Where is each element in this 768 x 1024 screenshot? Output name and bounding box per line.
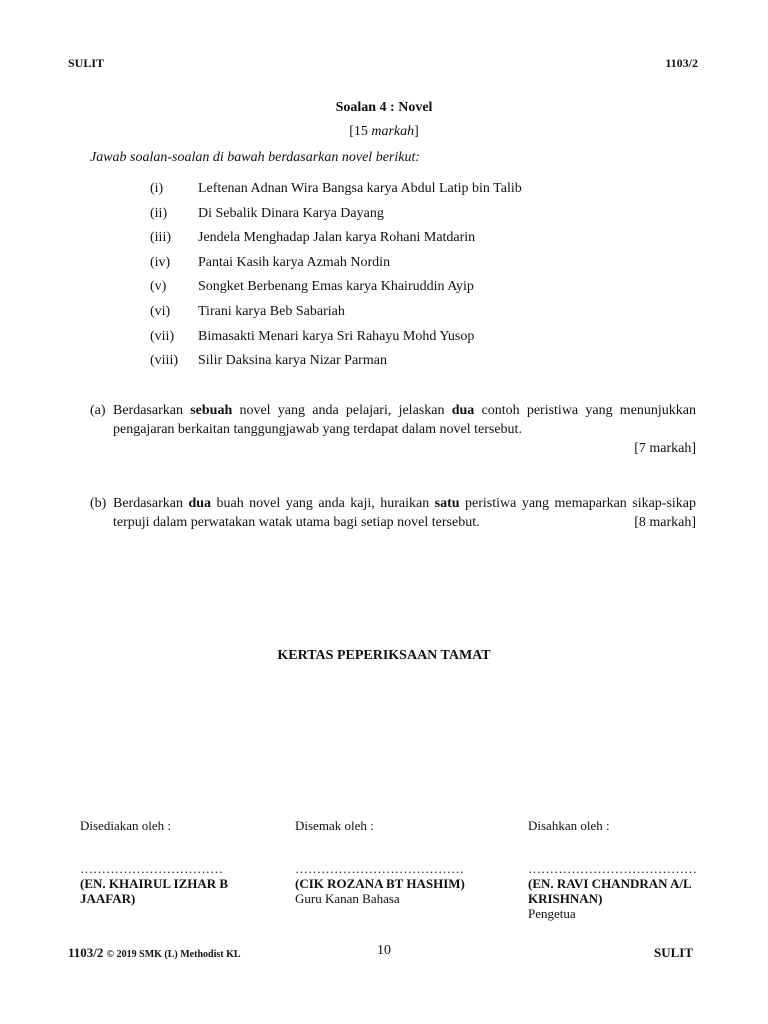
list-item bbox=[150, 254, 522, 279]
novel-title: Tirani karya Beb Sabariah bbox=[198, 303, 345, 319]
signature-role: Disahkan oleh : bbox=[528, 818, 610, 833]
emphasis: satu bbox=[434, 496, 460, 511]
part-text bbox=[113, 494, 696, 532]
novel-list bbox=[150, 180, 522, 377]
emphasis: dua bbox=[451, 403, 475, 418]
part-label: (b) bbox=[90, 496, 107, 511]
text-run: Berdasarkan bbox=[113, 496, 189, 511]
signature-line: ………………………………… bbox=[295, 861, 464, 876]
novel-title: Songket Berbenang Emas karya Khairuddin Ayip bbox=[198, 279, 474, 295]
list-number: (vii) bbox=[150, 328, 175, 344]
signature-prepared-by bbox=[80, 818, 270, 906]
novel-title: Silir Daksina karya Nizar Parman bbox=[198, 353, 387, 369]
text-run: novel yang anda pelajari, jelaskan bbox=[232, 403, 452, 418]
list-number: (v) bbox=[150, 279, 167, 295]
signature-line: ………………………………… bbox=[528, 861, 697, 876]
signature-role: Disemak oleh : bbox=[295, 818, 374, 833]
signature-line: …………………………… bbox=[80, 861, 223, 876]
question-title: Soalan 4 : Novel bbox=[335, 100, 433, 115]
novel-title: Pantai Kasih karya Azmah Nordin bbox=[198, 254, 391, 270]
footer-copyright: © 2019 SMK (L) Methodist KL bbox=[106, 949, 241, 960]
page-number: 10 bbox=[377, 943, 391, 958]
list-item bbox=[150, 229, 522, 254]
list-item bbox=[150, 328, 522, 353]
signature-name-cont: KRISHNAN) bbox=[528, 891, 603, 906]
novel-title: Jendela Menghadap Jalan karya Rohani Matdarin bbox=[198, 230, 476, 246]
signature-title: Guru Kanan Bahasa bbox=[295, 891, 400, 906]
marks-word: markah bbox=[371, 124, 415, 139]
marks-open: [15 bbox=[349, 124, 372, 139]
list-number: (vi) bbox=[150, 303, 171, 319]
part-marks: [7 markah] bbox=[634, 441, 696, 456]
question-marks bbox=[0, 124, 768, 140]
novel-title: Leftenan Adnan Wira Bangsa karya Abdul Latip bin Talib bbox=[198, 181, 522, 196]
question-instruction: Jawab soalan-soalan di bawah berdasarkan novel berikut: bbox=[90, 150, 421, 165]
list-number: (i) bbox=[150, 181, 164, 196]
footer-code: 1103/2 bbox=[68, 945, 104, 960]
footer-classification: SULIT bbox=[653, 945, 693, 960]
list-item bbox=[150, 205, 522, 230]
list-number: (ii) bbox=[150, 205, 168, 221]
signature-title: Pengetua bbox=[528, 906, 576, 921]
signature-role: Disediakan oleh : bbox=[80, 818, 171, 833]
question-part-a bbox=[90, 401, 696, 458]
signature-name: (EN. RAVI CHANDRAN A/L bbox=[528, 876, 692, 891]
novel-title: Di Sebalik Dinara Karya Dayang bbox=[198, 205, 384, 221]
question-part-b bbox=[90, 494, 696, 532]
signature-checked-by bbox=[295, 818, 505, 906]
header-paper-code: 1103/2 bbox=[665, 56, 698, 70]
part-text bbox=[113, 401, 696, 439]
marks-close: ] bbox=[414, 124, 419, 139]
signature-approved-by bbox=[528, 818, 728, 921]
list-number: (iv) bbox=[150, 254, 171, 270]
text-run: peristiwa yang memaparkan sikap-sikap terpuji dalam perwatakan watak utama bagi setiap novel tersebut. bbox=[113, 496, 697, 530]
list-item bbox=[150, 352, 522, 377]
signature-name: (EN. KHAIRUL IZHAR B bbox=[80, 876, 229, 891]
list-number: (iii) bbox=[150, 230, 171, 246]
part-label: (a) bbox=[90, 403, 106, 418]
signature-name-cont: JAAFAR) bbox=[80, 891, 136, 906]
header-classification: SULIT bbox=[68, 56, 105, 70]
list-item bbox=[150, 278, 522, 303]
signature-name: (CIK ROZANA BT HASHIM) bbox=[295, 876, 465, 891]
text-run: Berdasarkan bbox=[113, 403, 191, 418]
text-run: contoh peristiwa yang menunjukkan pengajaran berkaitan tanggungjawab yang terdapat dalam novel tersebut. bbox=[113, 403, 697, 437]
text-run: buah novel yang anda kaji, huraikan bbox=[211, 496, 435, 511]
end-of-paper-title: KERTAS PEPERIKSAAN TAMAT bbox=[277, 648, 491, 663]
emphasis: sebuah bbox=[190, 403, 233, 418]
novel-title: Bimasakti Menari karya Sri Rahayu Mohd Yusop bbox=[198, 328, 475, 344]
part-marks: [8 markah] bbox=[634, 515, 696, 530]
list-item bbox=[150, 180, 522, 205]
emphasis: dua bbox=[188, 496, 212, 511]
list-item bbox=[150, 303, 522, 328]
list-number: (viii) bbox=[150, 353, 178, 369]
